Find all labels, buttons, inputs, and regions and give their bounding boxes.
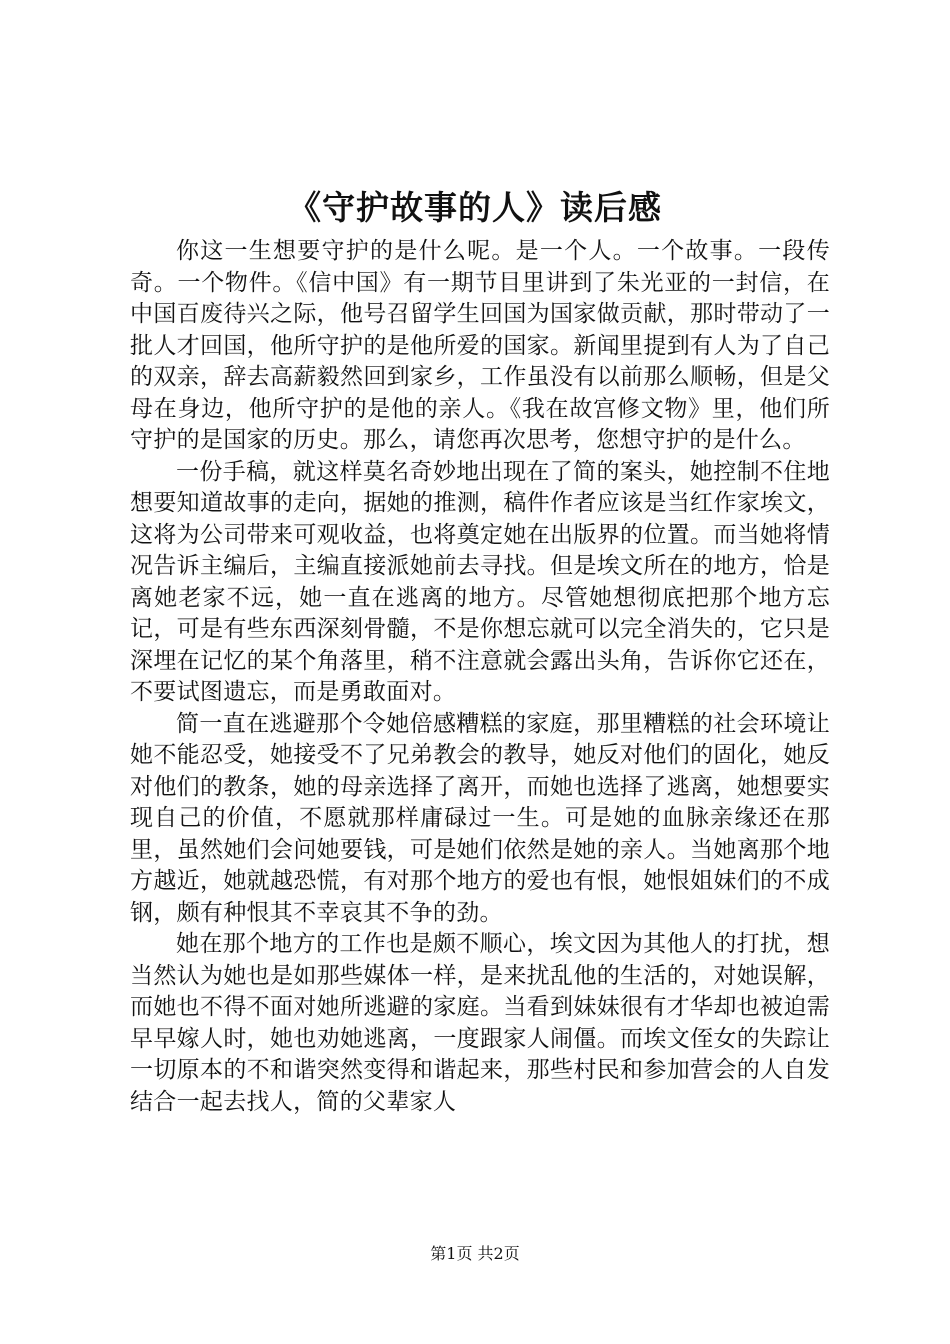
paragraph: 简一直在逃避那个令她倍感糟糕的家庭，那里糟糕的社会环境让她不能忍受，她接受不了兄弟教会的教导，她反对他们的固化，她反对他们的教条，她的母亲选择了离开，而她也选择了逃离，她想要实现自己的价值，不愿就那样庸碌过一生。可是她的血脉亲缘还在那里，虽然她们会问她要钱，可是她们依然是她的亲人。当她离那个地方越近，她就越恐慌，有对那个地方的爱也有恨，她恨姐妹们的不成钢，颇有种恨其不幸哀其不争的劲。 [130, 710, 830, 926]
page-footer: 第1页 共2页 [430, 1244, 520, 1263]
paragraph: 一份手稿，就这样莫名奇妙地出现在了简的案头，她控制不住地想要知道故事的走向，据她的推测，稿件作者应该是当红作家埃文，这将为公司带来可观收益，也将奠定她在出版界的位置。而当她将情况告诉主编后，主编直接派她前去寻找。但是埃文所在的地方，恰是离她老家不远，她一直在逃离的地方。尽管她想彻底把那个地方忘记，可是有些东西深刻骨髓，不是你想忘就可以完全消失的，它只是深埋在记忆的某个角落里，稍不注意就会露出头角，告诉你它还在，不要试图遗忘，而是勇敢面对。 [130, 458, 830, 705]
paragraph: 她在那个地方的工作也是颇不顺心，埃文因为其他人的打扰，想当然认为她也是如那些媒体一样，是来扰乱他的生活的，对她误解，而她也不得不面对她所逃避的家庭。当看到妹妹很有才华却也被迫需早早嫁人时，她也劝她逃离，一度跟家人闹僵。而埃文侄女的失踪让一切原本的不和谐突然变得和谐起来，那些村民和参加营会的人自发结合一起去找人，简的父辈家人 [130, 931, 830, 1115]
document-title: 《守护故事的人》读后感 [288, 188, 662, 227]
paragraph: 你这一生想要守护的是什么呢。是一个人。一个故事。一段传奇。一个物件。《信中国》有一期节目里讲到了朱光亚的一封信，在中国百废待兴之际，他号召留学生回国为国家做贡献，那时带动了一批人才回国，他所守护的是他所爱的国家。新闻里提到有人为了自己的双亲，辞去高薪毅然回到家乡，工作虽没有以前那么顺畅，但是父母在身边，他所守护的是他的亲人。《我在故宫修文物》里，他们所守护的是国家的历史。那么，请您再次思考，您想守护的是什么。 [130, 238, 830, 453]
document-body [130, 236, 830, 1118]
